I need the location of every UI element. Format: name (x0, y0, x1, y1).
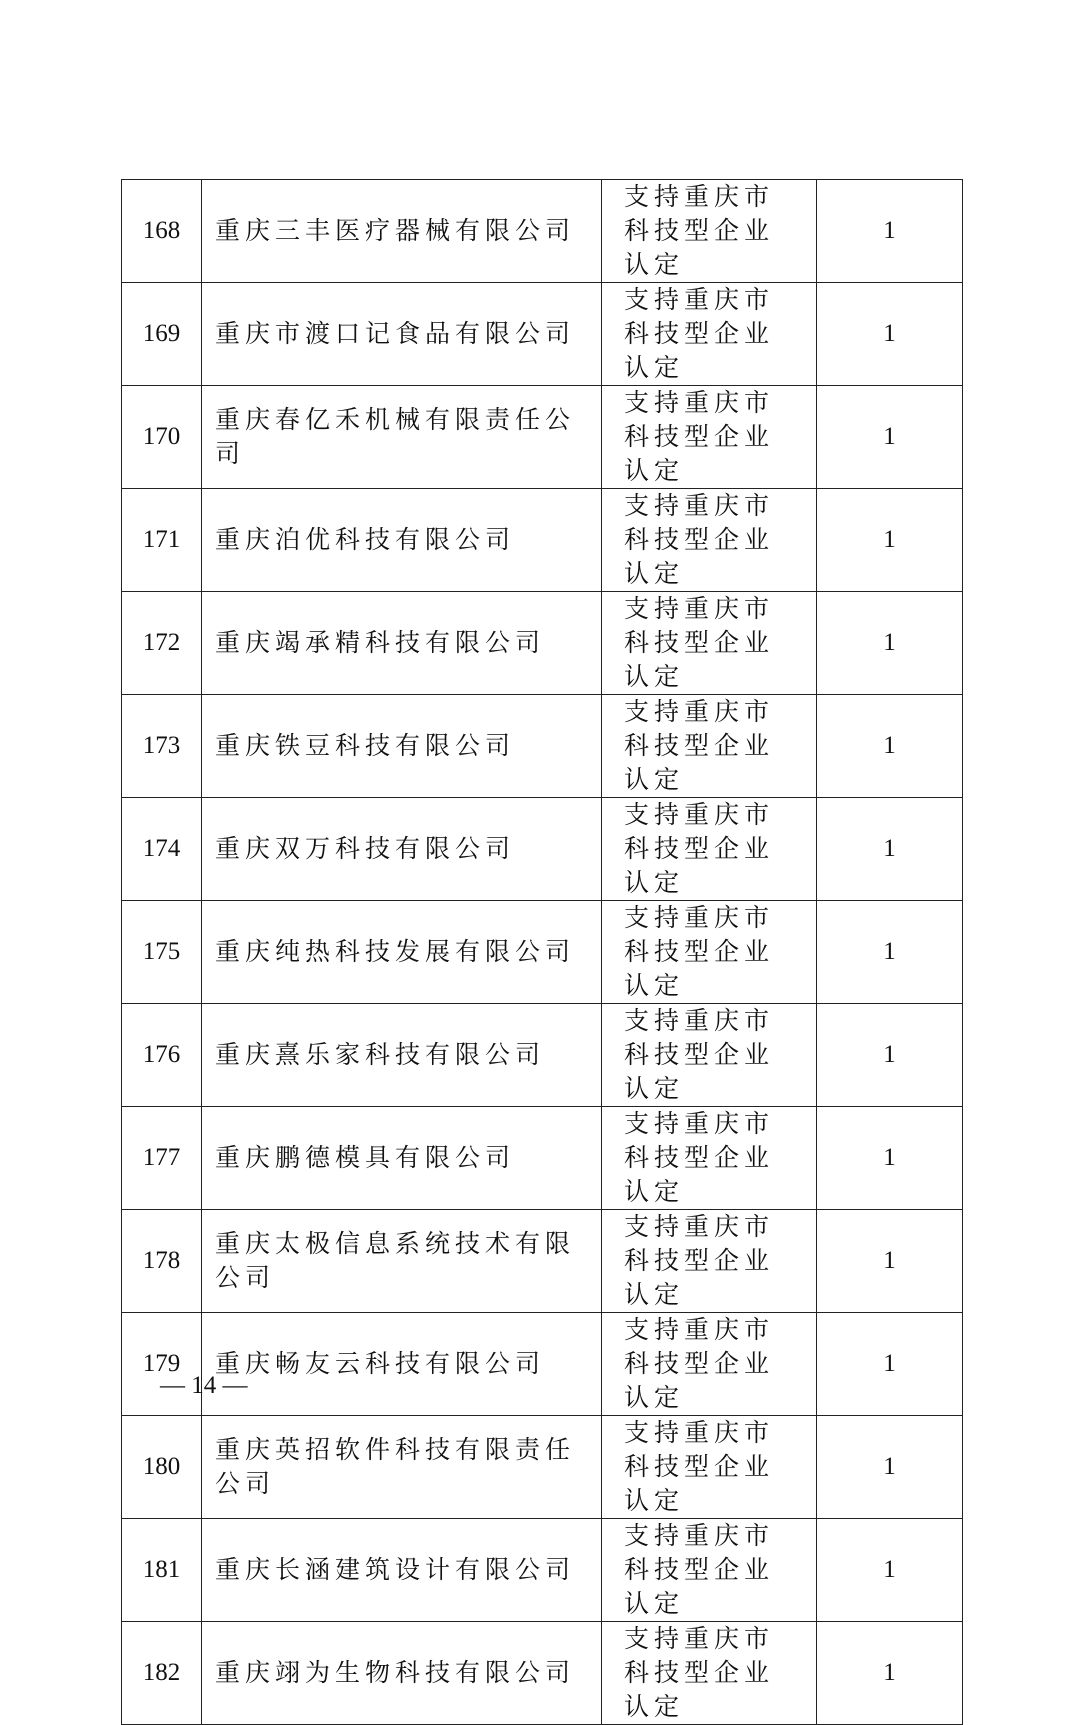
support-text: 支持重庆市科技型企业认定 (624, 1624, 775, 1721)
support-type (602, 1313, 817, 1416)
company-name: 重庆三丰医疗器械有限公司 (202, 180, 602, 283)
support-text: 支持重庆市科技型企业认定 (624, 491, 775, 588)
support-type (602, 489, 817, 592)
table-row (122, 798, 963, 901)
table-row (122, 1313, 963, 1416)
row-number: 168 (122, 180, 202, 283)
count-value: 1 (817, 1313, 963, 1416)
count-value: 1 (817, 1416, 963, 1519)
count-value: 1 (817, 489, 963, 592)
row-number: 180 (122, 1416, 202, 1519)
company-list-table (121, 179, 963, 1725)
support-type (602, 592, 817, 695)
row-number: 175 (122, 901, 202, 1004)
count-value: 1 (817, 798, 963, 901)
company-name: 重庆纯热科技发展有限公司 (202, 901, 602, 1004)
support-type (602, 1416, 817, 1519)
row-number: 170 (122, 386, 202, 489)
support-text: 支持重庆市科技型企业认定 (624, 1109, 775, 1206)
table-row (122, 1004, 963, 1107)
support-type (602, 283, 817, 386)
company-name: 重庆市渡口记食品有限公司 (202, 283, 602, 386)
company-name: 重庆长涵建筑设计有限公司 (202, 1519, 602, 1622)
table-row (122, 386, 963, 489)
support-text: 支持重庆市科技型企业认定 (624, 1315, 775, 1412)
count-value: 1 (817, 1210, 963, 1313)
support-text: 支持重庆市科技型企业认定 (624, 1521, 775, 1618)
company-name: 重庆太极信息系统技术有限公司 (202, 1210, 602, 1313)
support-text: 支持重庆市科技型企业认定 (624, 594, 775, 691)
support-type (602, 1004, 817, 1107)
row-number: 176 (122, 1004, 202, 1107)
row-number: 169 (122, 283, 202, 386)
company-name: 重庆畅友云科技有限公司 (202, 1313, 602, 1416)
support-type (602, 901, 817, 1004)
table-body (122, 180, 963, 1725)
company-name: 重庆泊优科技有限公司 (202, 489, 602, 592)
support-type (602, 1622, 817, 1725)
support-text: 支持重庆市科技型企业认定 (624, 1006, 775, 1103)
company-name: 重庆熹乐家科技有限公司 (202, 1004, 602, 1107)
count-value: 1 (817, 592, 963, 695)
row-number: 179 (122, 1313, 202, 1416)
row-number: 172 (122, 592, 202, 695)
row-number: 174 (122, 798, 202, 901)
company-name: 重庆双万科技有限公司 (202, 798, 602, 901)
support-text: 支持重庆市科技型企业认定 (624, 1418, 775, 1515)
support-text: 支持重庆市科技型企业认定 (624, 697, 775, 794)
count-value: 1 (817, 1107, 963, 1210)
company-name: 重庆鹏德模具有限公司 (202, 1107, 602, 1210)
company-name: 重庆英招软件科技有限责任公司 (202, 1416, 602, 1519)
row-number: 178 (122, 1210, 202, 1313)
support-type (602, 1107, 817, 1210)
table-row (122, 901, 963, 1004)
company-name: 重庆竭承精科技有限公司 (202, 592, 602, 695)
support-text: 支持重庆市科技型企业认定 (624, 285, 775, 382)
row-number: 181 (122, 1519, 202, 1622)
count-value: 1 (817, 695, 963, 798)
table-row (122, 592, 963, 695)
table-row (122, 695, 963, 798)
support-type (602, 695, 817, 798)
count-value: 1 (817, 1004, 963, 1107)
support-text: 支持重庆市科技型企业认定 (624, 1212, 775, 1309)
table-row (122, 1210, 963, 1313)
table-row (122, 1416, 963, 1519)
support-type (602, 798, 817, 901)
support-type (602, 1519, 817, 1622)
page-number: — 14 — (160, 1372, 248, 1399)
row-number: 177 (122, 1107, 202, 1210)
count-value: 1 (817, 1519, 963, 1622)
table-row (122, 283, 963, 386)
count-value: 1 (817, 283, 963, 386)
row-number: 182 (122, 1622, 202, 1725)
company-name: 重庆翊为生物科技有限公司 (202, 1622, 602, 1725)
support-type (602, 180, 817, 283)
count-value: 1 (817, 386, 963, 489)
company-name: 重庆春亿禾机械有限责任公司 (202, 386, 602, 489)
support-text: 支持重庆市科技型企业认定 (624, 800, 775, 897)
table-row (122, 1622, 963, 1725)
table-row (122, 180, 963, 283)
row-number: 171 (122, 489, 202, 592)
table-row (122, 489, 963, 592)
support-text: 支持重庆市科技型企业认定 (624, 903, 775, 1000)
support-type (602, 386, 817, 489)
row-number: 173 (122, 695, 202, 798)
count-value: 1 (817, 180, 963, 283)
support-text: 支持重庆市科技型企业认定 (624, 182, 775, 279)
support-text: 支持重庆市科技型企业认定 (624, 388, 775, 485)
table-row (122, 1519, 963, 1622)
support-type (602, 1210, 817, 1313)
table-row (122, 1107, 963, 1210)
count-value: 1 (817, 1622, 963, 1725)
company-name: 重庆铁豆科技有限公司 (202, 695, 602, 798)
count-value: 1 (817, 901, 963, 1004)
